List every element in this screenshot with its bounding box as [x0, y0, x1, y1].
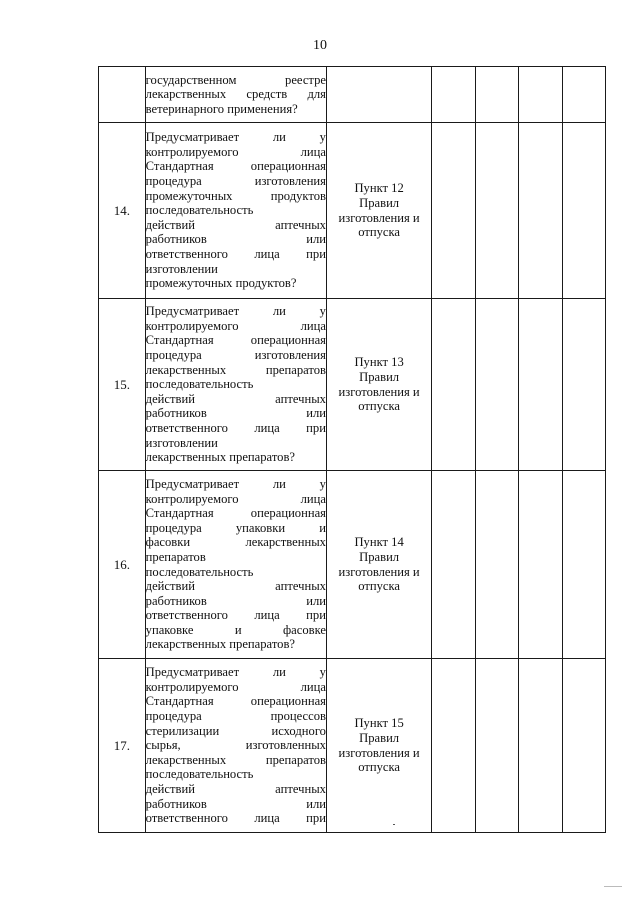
- question-line: действий аптечных: [145, 781, 326, 796]
- question-cell: [145, 123, 326, 299]
- question-line: Стандартная операционная: [145, 694, 326, 709]
- answer-cell: [562, 123, 605, 299]
- answer-cell: [562, 299, 605, 471]
- question-line: сырья, изготовленных: [145, 738, 326, 753]
- question-line: Предусматривает ли у: [145, 476, 326, 491]
- question-line: процедура процессов: [145, 709, 326, 724]
- question-cell: [145, 659, 326, 833]
- reference-line: Правил: [359, 549, 400, 564]
- question-line: последовательность: [145, 767, 254, 782]
- reference-line: Правил: [359, 730, 400, 745]
- answer-cell: [475, 123, 518, 299]
- reference-line: отпуска: [358, 760, 400, 775]
- question-cell: [145, 471, 326, 659]
- answer-cell: [562, 659, 605, 833]
- answer-cell: [475, 67, 518, 123]
- question-line: ветеринарного применения?: [145, 101, 298, 116]
- reference-line: отпуска: [358, 225, 400, 240]
- table-row: [99, 67, 606, 123]
- question-line: процедура изготовления: [145, 174, 326, 189]
- answer-cell: [432, 123, 475, 299]
- question-line: работников или: [145, 593, 326, 608]
- question-line: стерилизации исходного: [145, 723, 326, 738]
- row-number: 14.: [99, 123, 146, 299]
- question-line: лекарственных препаратов?: [145, 450, 295, 465]
- answer-cell: [475, 659, 518, 833]
- question-line: ответственного лица при: [145, 811, 326, 826]
- reference-line: изготовления и: [338, 745, 420, 760]
- table-row: [99, 123, 606, 299]
- question-line: работников или: [145, 796, 326, 811]
- reference-line: изготовления и: [338, 210, 420, 225]
- question-line: лекарственных препаратов: [145, 752, 326, 767]
- answer-cell: [432, 299, 475, 471]
- reference-cell: [326, 659, 431, 833]
- reference-line: Пункт 13: [354, 355, 404, 370]
- scan-speck: [604, 886, 622, 887]
- reference-line: Пункт 12: [354, 181, 404, 196]
- question-cell: [145, 299, 326, 471]
- question-line: действий аптечных: [145, 579, 326, 594]
- question-line: контролируемого лица: [145, 491, 326, 506]
- question-line: Стандартная операционная: [145, 333, 326, 348]
- question-line: работников или: [145, 406, 326, 421]
- question-cell: [145, 67, 326, 123]
- question-line: ответственного лица при: [145, 246, 326, 261]
- reference-line: изготовления и: [338, 384, 420, 399]
- question-line: фасовки лекарственных: [145, 535, 326, 550]
- row-number: [99, 67, 146, 123]
- question-line: лекарственных средств для: [145, 87, 326, 102]
- question-line: промежуточных продуктов: [145, 188, 326, 203]
- reference-line: отпуска: [358, 579, 400, 594]
- question-line: изготовлении: [145, 435, 218, 450]
- answer-cell: [519, 471, 562, 659]
- question-line: последовательность: [145, 564, 254, 579]
- checklist-table: [98, 66, 606, 833]
- reference-line: Пункт 14: [354, 535, 404, 550]
- row-number: 15.: [99, 299, 146, 471]
- reference-line: Правил: [359, 369, 400, 384]
- table-row: [99, 471, 606, 659]
- row-number: 17.: [99, 659, 146, 833]
- question-line: Стандартная операционная: [145, 159, 326, 174]
- answer-cell: [562, 67, 605, 123]
- question-line: Предусматривает ли у: [145, 665, 326, 680]
- question-line: последовательность: [145, 203, 254, 218]
- reference-cell: [326, 67, 431, 123]
- question-line: действий аптечных: [145, 217, 326, 232]
- reference-cell: [326, 471, 431, 659]
- table-row: [99, 659, 606, 833]
- table-row: [99, 299, 606, 471]
- question-line: контролируемого лица: [145, 318, 326, 333]
- answer-cell: [562, 471, 605, 659]
- question-line: изготовлении: [145, 261, 218, 276]
- reference-line: изготовления и: [338, 564, 420, 579]
- question-line: последовательность: [145, 377, 254, 392]
- question-line: ответственного лица при: [145, 420, 326, 435]
- question-line: контролируемого лица: [145, 144, 326, 159]
- answer-cell: [432, 67, 475, 123]
- reference-cell: [326, 299, 431, 471]
- question-line: ответственного лица при: [145, 608, 326, 623]
- answer-cell: [519, 67, 562, 123]
- reference-line: отпуска: [358, 399, 400, 414]
- answer-cell: [519, 299, 562, 471]
- question-line: действий аптечных: [145, 391, 326, 406]
- question-line: Стандартная операционная: [145, 506, 326, 521]
- question-line: промежуточных продуктов?: [145, 276, 297, 291]
- page-number: 10: [313, 38, 327, 53]
- scan-speck: [393, 824, 395, 825]
- question-line: государственном реестре: [145, 72, 326, 87]
- reference-line: Пункт 15: [354, 716, 404, 731]
- question-line: Предусматривает ли у: [145, 304, 326, 319]
- question-line: процедура изготовления: [145, 348, 326, 363]
- row-number: 16.: [99, 471, 146, 659]
- question-line: Предусматривает ли у: [145, 130, 326, 145]
- question-line: упаковке и фасовке: [145, 622, 326, 637]
- answer-cell: [519, 659, 562, 833]
- question-line: препаратов: [145, 549, 206, 564]
- answer-cell: [432, 471, 475, 659]
- question-line: контролируемого лица: [145, 679, 326, 694]
- question-line: лекарственных препаратов: [145, 362, 326, 377]
- answer-cell: [475, 299, 518, 471]
- answer-cell: [475, 471, 518, 659]
- question-line: процедура упаковки и: [145, 520, 326, 535]
- question-line: лекарственных препаратов?: [145, 637, 295, 652]
- reference-line: Правил: [359, 195, 400, 210]
- question-line: работников или: [145, 232, 326, 247]
- reference-cell: [326, 123, 431, 299]
- answer-cell: [432, 659, 475, 833]
- answer-cell: [519, 123, 562, 299]
